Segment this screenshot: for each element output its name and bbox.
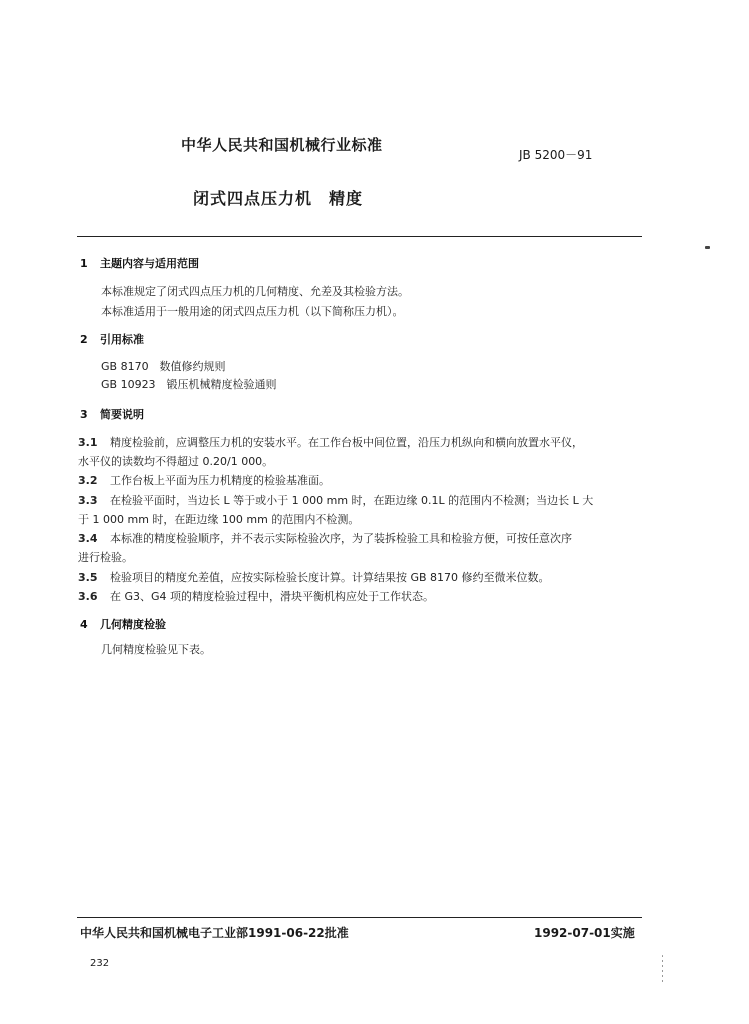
s1-paragraph-2: 本标准适用于一般用途的闭式四点压力机（以下简称压力机）。: [101, 305, 404, 318]
item-text: 在 G3、G4 项的精度检验过程中，滑块平衡机构应处于工作状态。: [110, 590, 435, 603]
item-text: 精度检验前，应调整压力机的安装水平。在工作台板中间位置，沿压力机纵向和横向放置水平仪，: [110, 436, 583, 449]
document-title: 闭式四点压力机 精度: [193, 189, 364, 208]
item-text: 检验项目的精度允差值，应按实际检验长度计算。计算结果按 GB 8170 修约至微米位数。: [110, 571, 550, 584]
footer-rule: [77, 917, 642, 918]
section-3-heading: [80, 406, 144, 422]
header-rule: [77, 236, 642, 237]
item-3-6: [78, 590, 434, 604]
item-number: 3.3: [78, 494, 98, 507]
section-1-heading: [80, 255, 199, 271]
section-title: 引用标准: [100, 333, 144, 346]
item-3-1-continued: 水平仪的读数均不得超过 0.20/1 000。: [78, 455, 274, 468]
item-3-3-continued: 于 1 000 mm 时，在距边缘 100 mm 的范围内不检测。: [78, 513, 360, 526]
standard-number: JB 5200－91: [519, 148, 593, 162]
s4-paragraph-1: 几何精度检验见下表。: [101, 643, 211, 656]
item-3-4-continued: 进行检验。: [78, 551, 133, 564]
item-number: 3.4: [78, 532, 98, 545]
reference-gb10923: GB 10923 锻压机械精度检验通则: [101, 378, 277, 391]
section-title: 几何精度检验: [100, 618, 166, 631]
reference-gb8170: GB 8170 数值修约规则: [101, 360, 226, 373]
item-text: 在检验平面时，当边长 L 等于或小于 1 000 mm 时，在距边缘 0.1L 的范围内不检测；当边长 L 大: [110, 494, 594, 507]
item-number: 3.5: [78, 571, 98, 584]
issuing-authority-title: 中华人民共和国机械行业标准: [181, 136, 383, 154]
section-2-heading: [80, 331, 144, 347]
item-3-3: [78, 494, 593, 508]
scan-speck: [705, 246, 710, 249]
section-number: 3: [80, 408, 88, 421]
section-number: 4: [80, 618, 88, 631]
item-3-2: [78, 474, 330, 488]
item-number: 3.6: [78, 590, 98, 603]
section-number: 2: [80, 333, 88, 346]
item-3-1: [78, 436, 583, 450]
item-3-5: [78, 571, 550, 585]
page-number: 232: [90, 958, 110, 969]
scan-dotted-mark: [662, 955, 663, 985]
item-number: 3.2: [78, 474, 98, 487]
section-title: 主题内容与适用范围: [100, 257, 199, 270]
section-4-heading: [80, 616, 166, 632]
section-number: 1: [80, 257, 88, 270]
effective-date: 1992-07-01实施: [534, 926, 635, 940]
item-3-4: [78, 532, 572, 546]
item-text: 工作台板上平面为压力机精度的检验基准面。: [110, 474, 330, 487]
s1-paragraph-1: 本标准规定了闭式四点压力机的几何精度、允差及其检验方法。: [101, 285, 409, 298]
section-title: 简要说明: [100, 408, 144, 421]
item-number: 3.1: [78, 436, 98, 449]
item-text: 本标准的精度检验顺序，并不表示实际检验次序，为了装拆检验工具和检验方便，可按任意次序: [110, 532, 572, 545]
approval-line: 中华人民共和国机械电子工业部1991-06-22批准: [80, 926, 349, 940]
